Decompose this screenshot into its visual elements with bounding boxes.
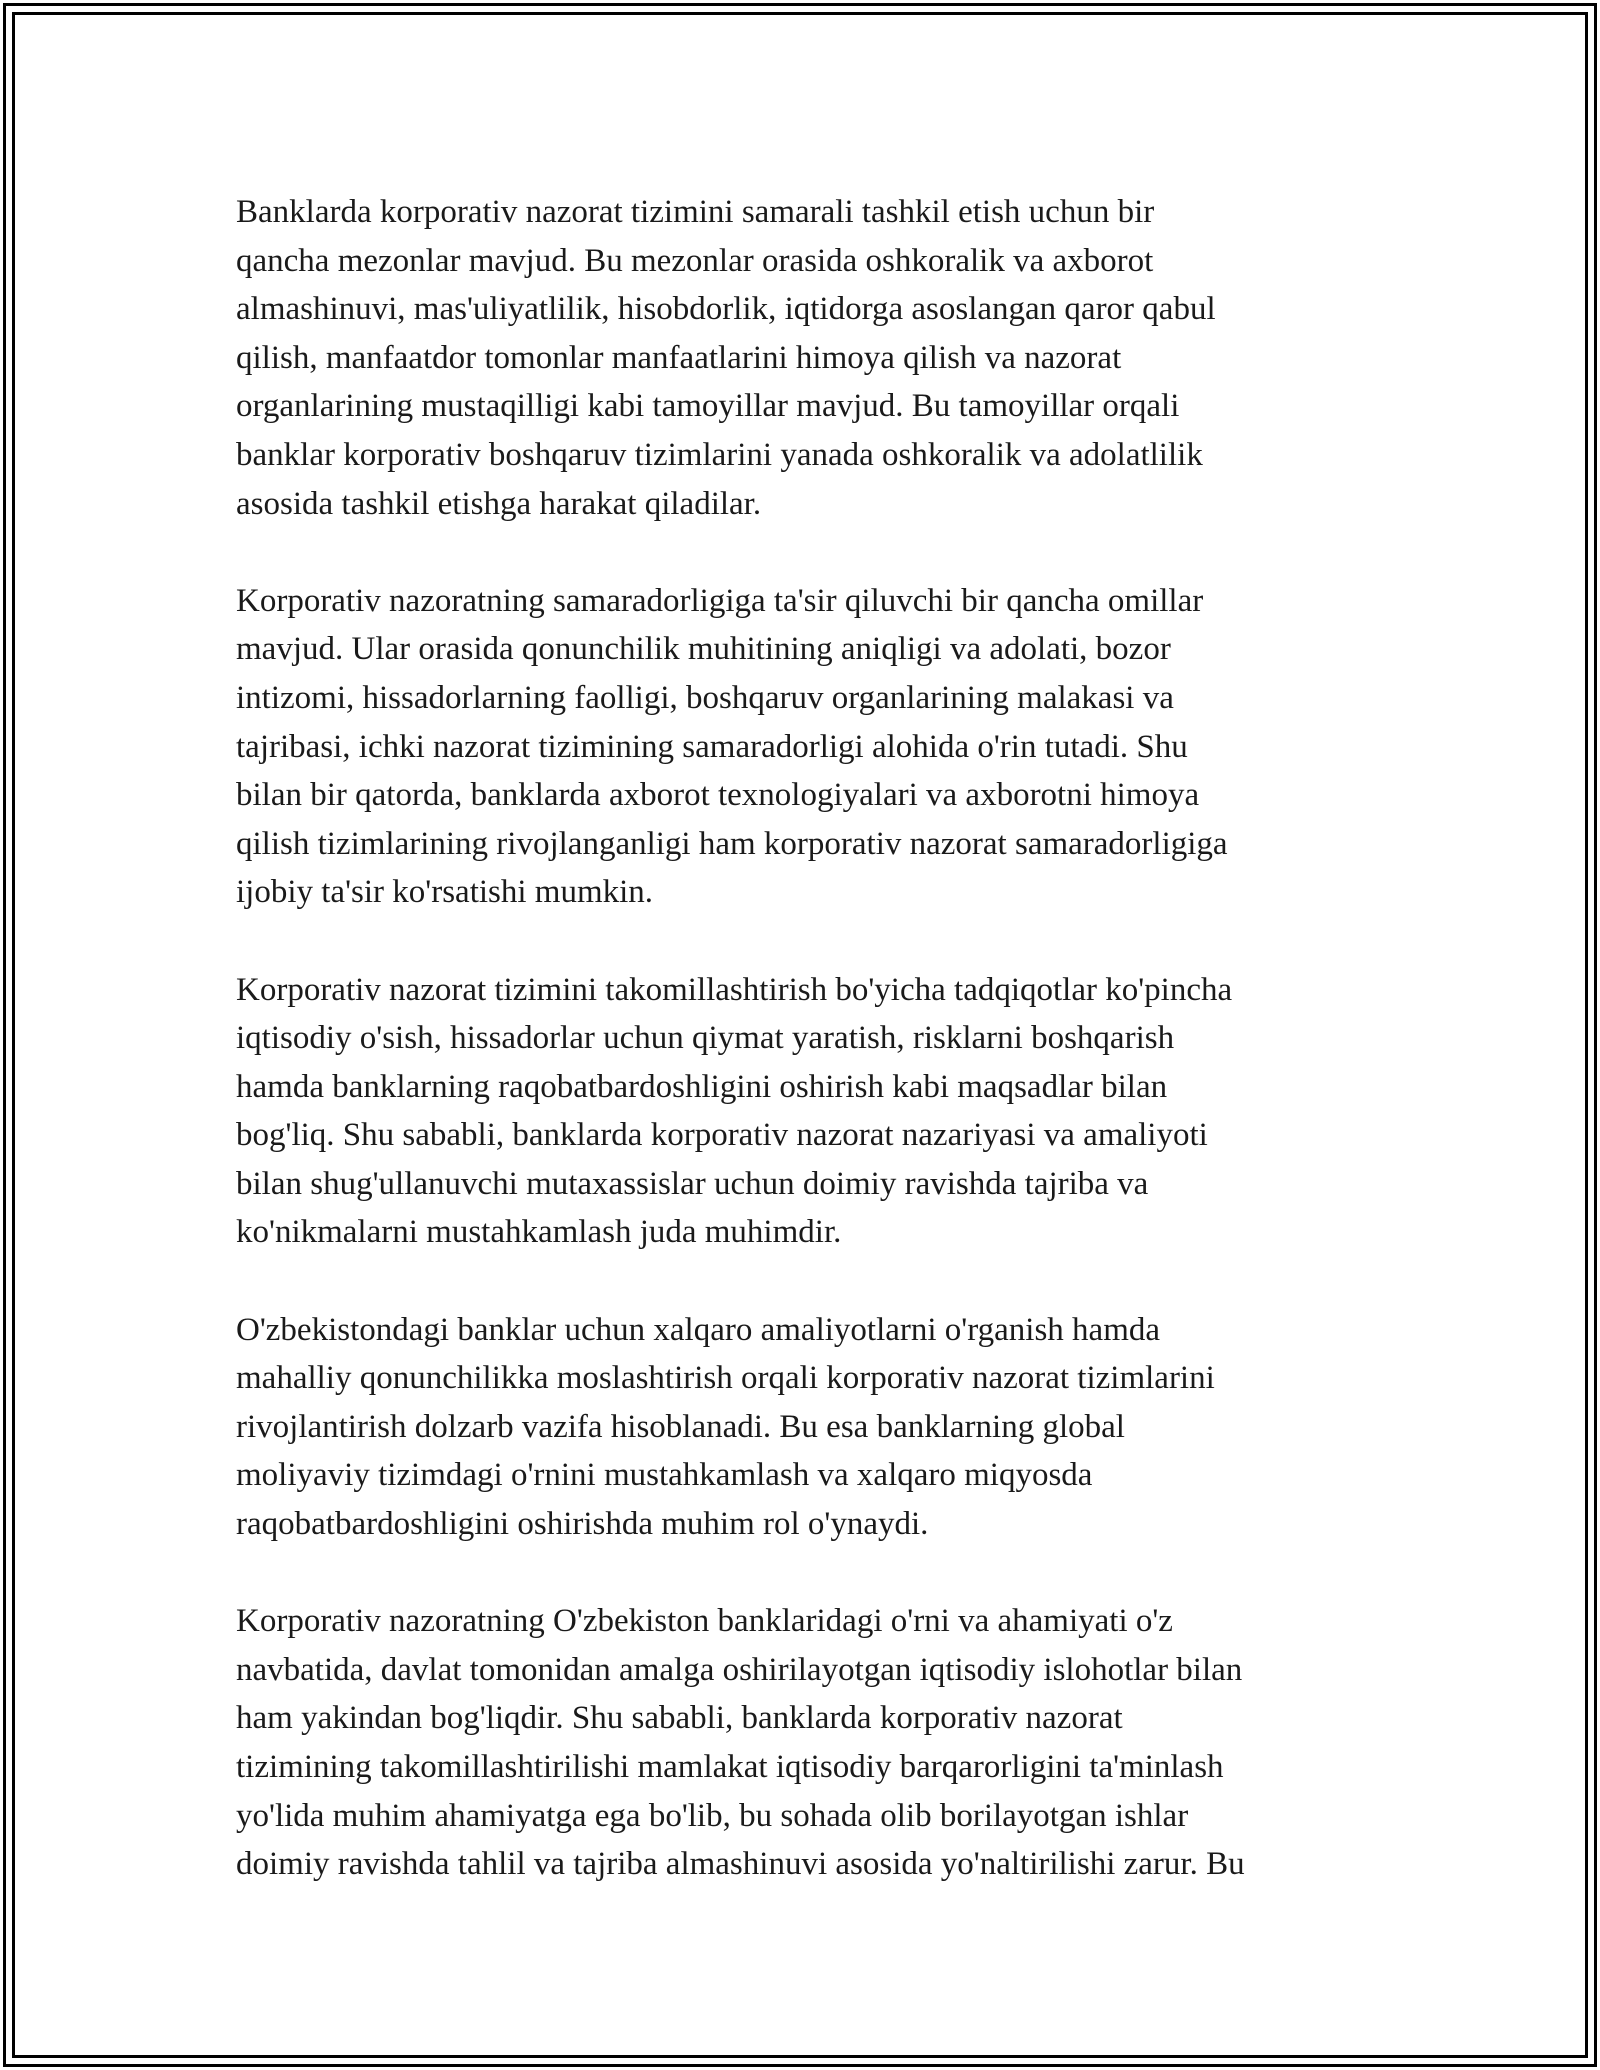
text-line: Korporativ nazoratning O'zbekiston banklaridagi o'rni va ahamiyati o'z bbox=[236, 1603, 1173, 1640]
text-line: qilish tizimlarining rivojlanganligi ham korporativ nazorat samaradorligiga bbox=[236, 825, 1228, 862]
text-line: qancha mezonlar mavjud. Bu mezonlar orasida oshkoralik va axborot bbox=[236, 242, 1154, 279]
text-line: iqtisodiy o'sish, hissadorlar uchun qiymat yaratish, risklarni boshqarish bbox=[236, 1020, 1175, 1057]
text-line: raqobatbardoshligini oshirishda muhim rol o'ynaydi. bbox=[236, 1506, 929, 1543]
text-line: Korporativ nazoratning samaradorligiga ta'sir qiluvchi bir qancha omillar bbox=[236, 582, 1204, 619]
paragraph-1 bbox=[236, 188, 1396, 528]
text-line: O'zbekistondagi banklar uchun xalqaro amaliyotlarni o'rganish hamda bbox=[236, 1311, 1161, 1348]
text-line: tajribasi, ichki nazorat tizimining samaradorligi alohida o'rin tutadi. Shu bbox=[236, 728, 1188, 765]
text-line: mavjud. Ular orasida qonunchilik muhitining aniqligi va adolati, bozor bbox=[236, 631, 1171, 668]
text-line: Korporativ nazorat tizimini takomillashtirish bo'yicha tadqiqotlar ko'pincha bbox=[236, 971, 1233, 1008]
text-line: Banklarda korporativ nazorat tizimini samarali tashkil etish uchun bir bbox=[236, 194, 1155, 230]
text-line: rivojlantirish dolzarb vazifa hisoblanadi. Bu esa banklarning global bbox=[236, 1408, 1125, 1445]
text-line: moliyaviy tizimdagi o'rnini mustahkamlash va xalqaro miqyosda bbox=[236, 1457, 1093, 1494]
text-line: ko'nikmalarni mustahkamlash juda muhimdir. bbox=[236, 1214, 842, 1251]
text-line: tizimining takomillashtirilishi mamlakat iqtisodiy barqarorligini ta'minlash bbox=[236, 1749, 1224, 1785]
paragraph-3 bbox=[236, 966, 1396, 1258]
document-body bbox=[236, 188, 1396, 1937]
text-line: almashinuvi, mas'uliyatlilik, hisobdorlik, iqtidorga asoslangan qaror qabul bbox=[236, 291, 1216, 328]
text-line: yo'lida muhim ahamiyatga ega bo'lib, bu sohada olib borilayotgan ishlar bbox=[236, 1797, 1189, 1834]
text-line: banklar korporativ boshqaruv tizimlarini yanada oshkoralik va adolatlilik bbox=[236, 436, 1203, 473]
text-line: ham yakindan bog'liqdir. Shu sababli, banklarda korporativ nazorat bbox=[236, 1700, 1123, 1737]
text-line: mahalliy qonunchilikka moslashtirish orqali korporativ nazorat tizimlarini bbox=[236, 1360, 1215, 1397]
text-line: intizomi, hissadorlarning faolligi, boshqaruv organlarining malakasi va bbox=[236, 679, 1174, 716]
text-line: ijobiy ta'sir ko'rsatishi mumkin. bbox=[236, 874, 654, 911]
paragraph-2 bbox=[236, 577, 1396, 917]
paragraph-4 bbox=[236, 1306, 1396, 1549]
text-line: navbatida, davlat tomonidan amalga oshirilayotgan iqtisodiy islohotlar bilan bbox=[236, 1651, 1243, 1688]
text-line: bilan shug'ullanuvchi mutaxassislar uchun doimiy ravishda tajriba va bbox=[236, 1165, 1149, 1202]
text-line: asosida tashkil etishga harakat qiladilar. bbox=[236, 485, 762, 522]
text-line: hamda banklarning raqobatbardoshligini oshirish kabi maqsadlar bilan bbox=[236, 1068, 1168, 1105]
text-line: bog'liq. Shu sababli, banklarda korporativ nazorat nazariyasi va amaliyoti bbox=[236, 1117, 1208, 1154]
text-line: organlarining mustaqilligi kabi tamoyillar mavjud. Bu tamoyillar orqali bbox=[236, 388, 1180, 425]
paragraph-5 bbox=[236, 1597, 1396, 1889]
text-line: bilan bir qatorda, banklarda axborot texnologiyalari va axborotni himoya bbox=[236, 777, 1200, 814]
text-line: qilish, manfaatdor tomonlar manfaatlarini himoya qilish va nazorat bbox=[236, 339, 1122, 376]
text-line: doimiy ravishda tahlil va tajriba almashinuvi asosida yo'naltirilishi zarur. Bu bbox=[236, 1846, 1245, 1883]
